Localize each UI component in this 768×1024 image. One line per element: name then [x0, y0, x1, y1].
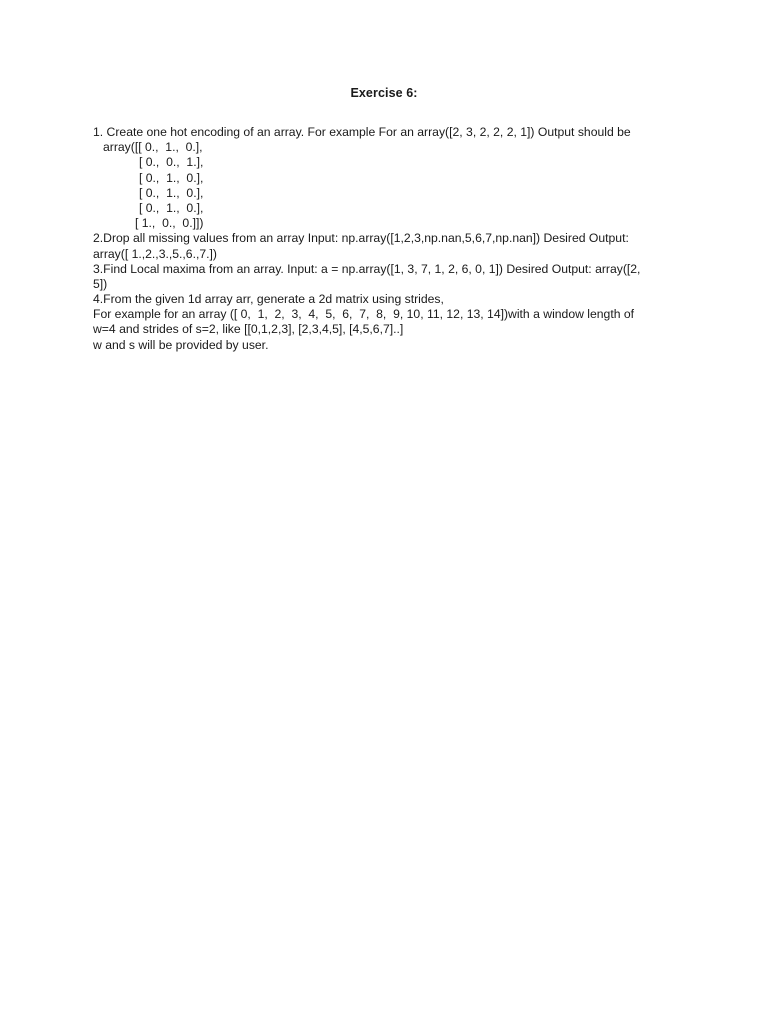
text-line: For example for an array ([ 0, 1, 2, 3, 4, 5, 6, 7, 8, 9, 10, 11, 12, 13, 14])with a window length of: [93, 307, 635, 322]
text-line: 1. Create one hot encoding of an array. For example For an array([2, 3, 2, 2, 2, 1]) Output should be: [93, 125, 631, 139]
text-line: [ 0., 1., 0.],: [139, 200, 204, 215]
text-line: 2.Drop all missing values from an array Input: np.array([1,2,3,np.nan,5,6,7,np.nan]) Desired Output:: [93, 231, 629, 246]
text-line: [ 1., 0., 0.]]): [135, 216, 204, 231]
text-line: [ 0., 1., 0.],: [139, 170, 204, 185]
text-line: 5]): [93, 276, 108, 291]
text-line: array([ 1.,2.,3.,5.,6.,7.]): [93, 246, 217, 261]
text-line: array([[ 0., 1., 0.],: [103, 140, 203, 155]
text-line: w and s will be provided by user.: [93, 337, 269, 352]
text-line: [ 0., 0., 1.],: [139, 155, 204, 170]
exercise-body: [93, 125, 693, 353]
text-line: [ 0., 1., 0.],: [139, 185, 204, 200]
exercise-title: Exercise 6:: [350, 86, 418, 100]
text-line: 3.Find Local maxima from an array. Input: a = np.array([1, 3, 7, 1, 2, 6, 0, 1]) Desired Output: array([2,: [93, 261, 641, 276]
text-line: w=4 and strides of s=2, like [[0,1,2,3], [2,3,4,5], [4,5,6,7]..]: [93, 322, 404, 337]
text-line: 4.From the given 1d array arr, generate a 2d matrix using strides,: [93, 292, 444, 307]
